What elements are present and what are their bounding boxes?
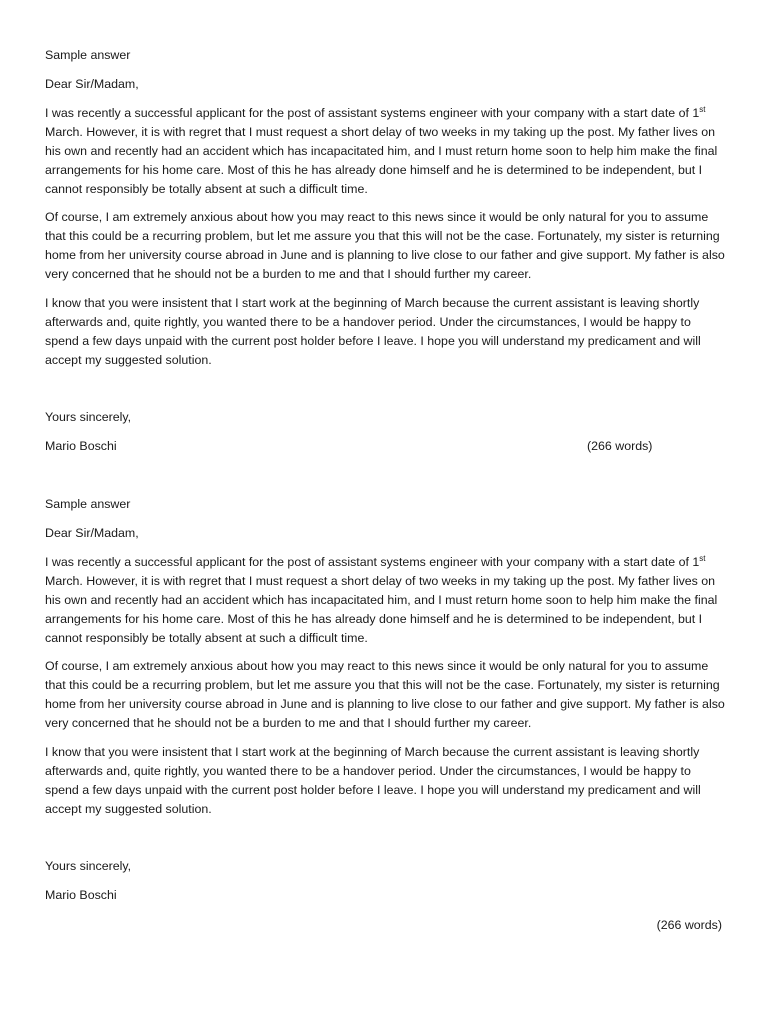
paragraph-1-text-a: I was recently a successful applicant for the post of assistant systems engineer with your company with a start date of 1	[45, 555, 700, 569]
paragraph-1	[45, 104, 725, 199]
paragraph-3	[45, 743, 725, 819]
heading: Sample answer	[45, 497, 131, 511]
signature: Mario Boschi	[45, 439, 117, 453]
paragraph-1-text-b: March. However, it is with regret that I must request a short delay of two weeks in my taking up the post. My father lives on his own and recently had an accident which has incapacitated him, and I must return home soon to help him make the final arrangements for his home care. Most of this he has already done himself and he is determined to be independent, but I cannot responsibly be totally absent at such a difficult time.	[45, 125, 718, 196]
paragraph-2-text: Of course, I am extremely anxious about how you may react to this news since it would be only natural for you to assume that this could be a recurring problem, but let me assure you that this will not be the case. Fortunately, my sister is returning home from her university course abroad in June and is planning to live close to our father and give support. My father is also very concerned that he should not be a burden to me and that I should further my career.	[45, 210, 725, 281]
paragraph-1-text-a: I was recently a successful applicant for the post of assistant systems engineer with your company with a start date of 1	[45, 106, 700, 120]
ordinal-superscript: st	[699, 553, 706, 563]
salutation: Dear Sir/Madam,	[45, 77, 139, 91]
paragraph-2	[45, 657, 725, 733]
document-page	[45, 0, 725, 1024]
salutation: Dear Sir/Madam,	[45, 526, 139, 540]
paragraph-2-text: Of course, I am extremely anxious about how you may react to this news since it would be only natural for you to assume that this could be a recurring problem, but let me assure you that this will not be the case. Fortunately, my sister is returning home from her university course abroad in June and is planning to live close to our father and give support. My father is also very concerned that he should not be a burden to me and that I should further my career.	[45, 659, 725, 730]
ordinal-superscript: st	[699, 104, 706, 114]
closing: Yours sincerely,	[45, 859, 132, 873]
paragraph-1	[45, 553, 725, 648]
signature: Mario Boschi	[45, 888, 117, 902]
paragraph-3-text: I know that you were insistent that I start work at the beginning of March because the current assistant is leaving shortly afterwards and, quite rightly, you wanted there to be a handover period. Under the circumstances, I would be happy to spend a few days unpaid with the current post holder before I leave. I hope you will understand my predicament and will accept my suggested solution.	[45, 296, 701, 367]
word-count: (266 words)	[656, 918, 722, 932]
paragraph-3-text: I know that you were insistent that I start work at the beginning of March because the current assistant is leaving shortly afterwards and, quite rightly, you wanted there to be a handover period. Under the circumstances, I would be happy to spend a few days unpaid with the current post holder before I leave. I hope you will understand my predicament and will accept my suggested solution.	[45, 745, 701, 816]
paragraph-3	[45, 294, 725, 370]
heading: Sample answer	[45, 48, 131, 62]
word-count: (266 words)	[587, 439, 653, 453]
paragraph-1-text-b: March. However, it is with regret that I must request a short delay of two weeks in my taking up the post. My father lives on his own and recently had an accident which has incapacitated him, and I must return home soon to help him make the final arrangements for his home care. Most of this he has already done himself and he is determined to be independent, but I cannot responsibly be totally absent at such a difficult time.	[45, 574, 718, 645]
paragraph-2	[45, 208, 725, 284]
closing: Yours sincerely,	[45, 410, 132, 424]
